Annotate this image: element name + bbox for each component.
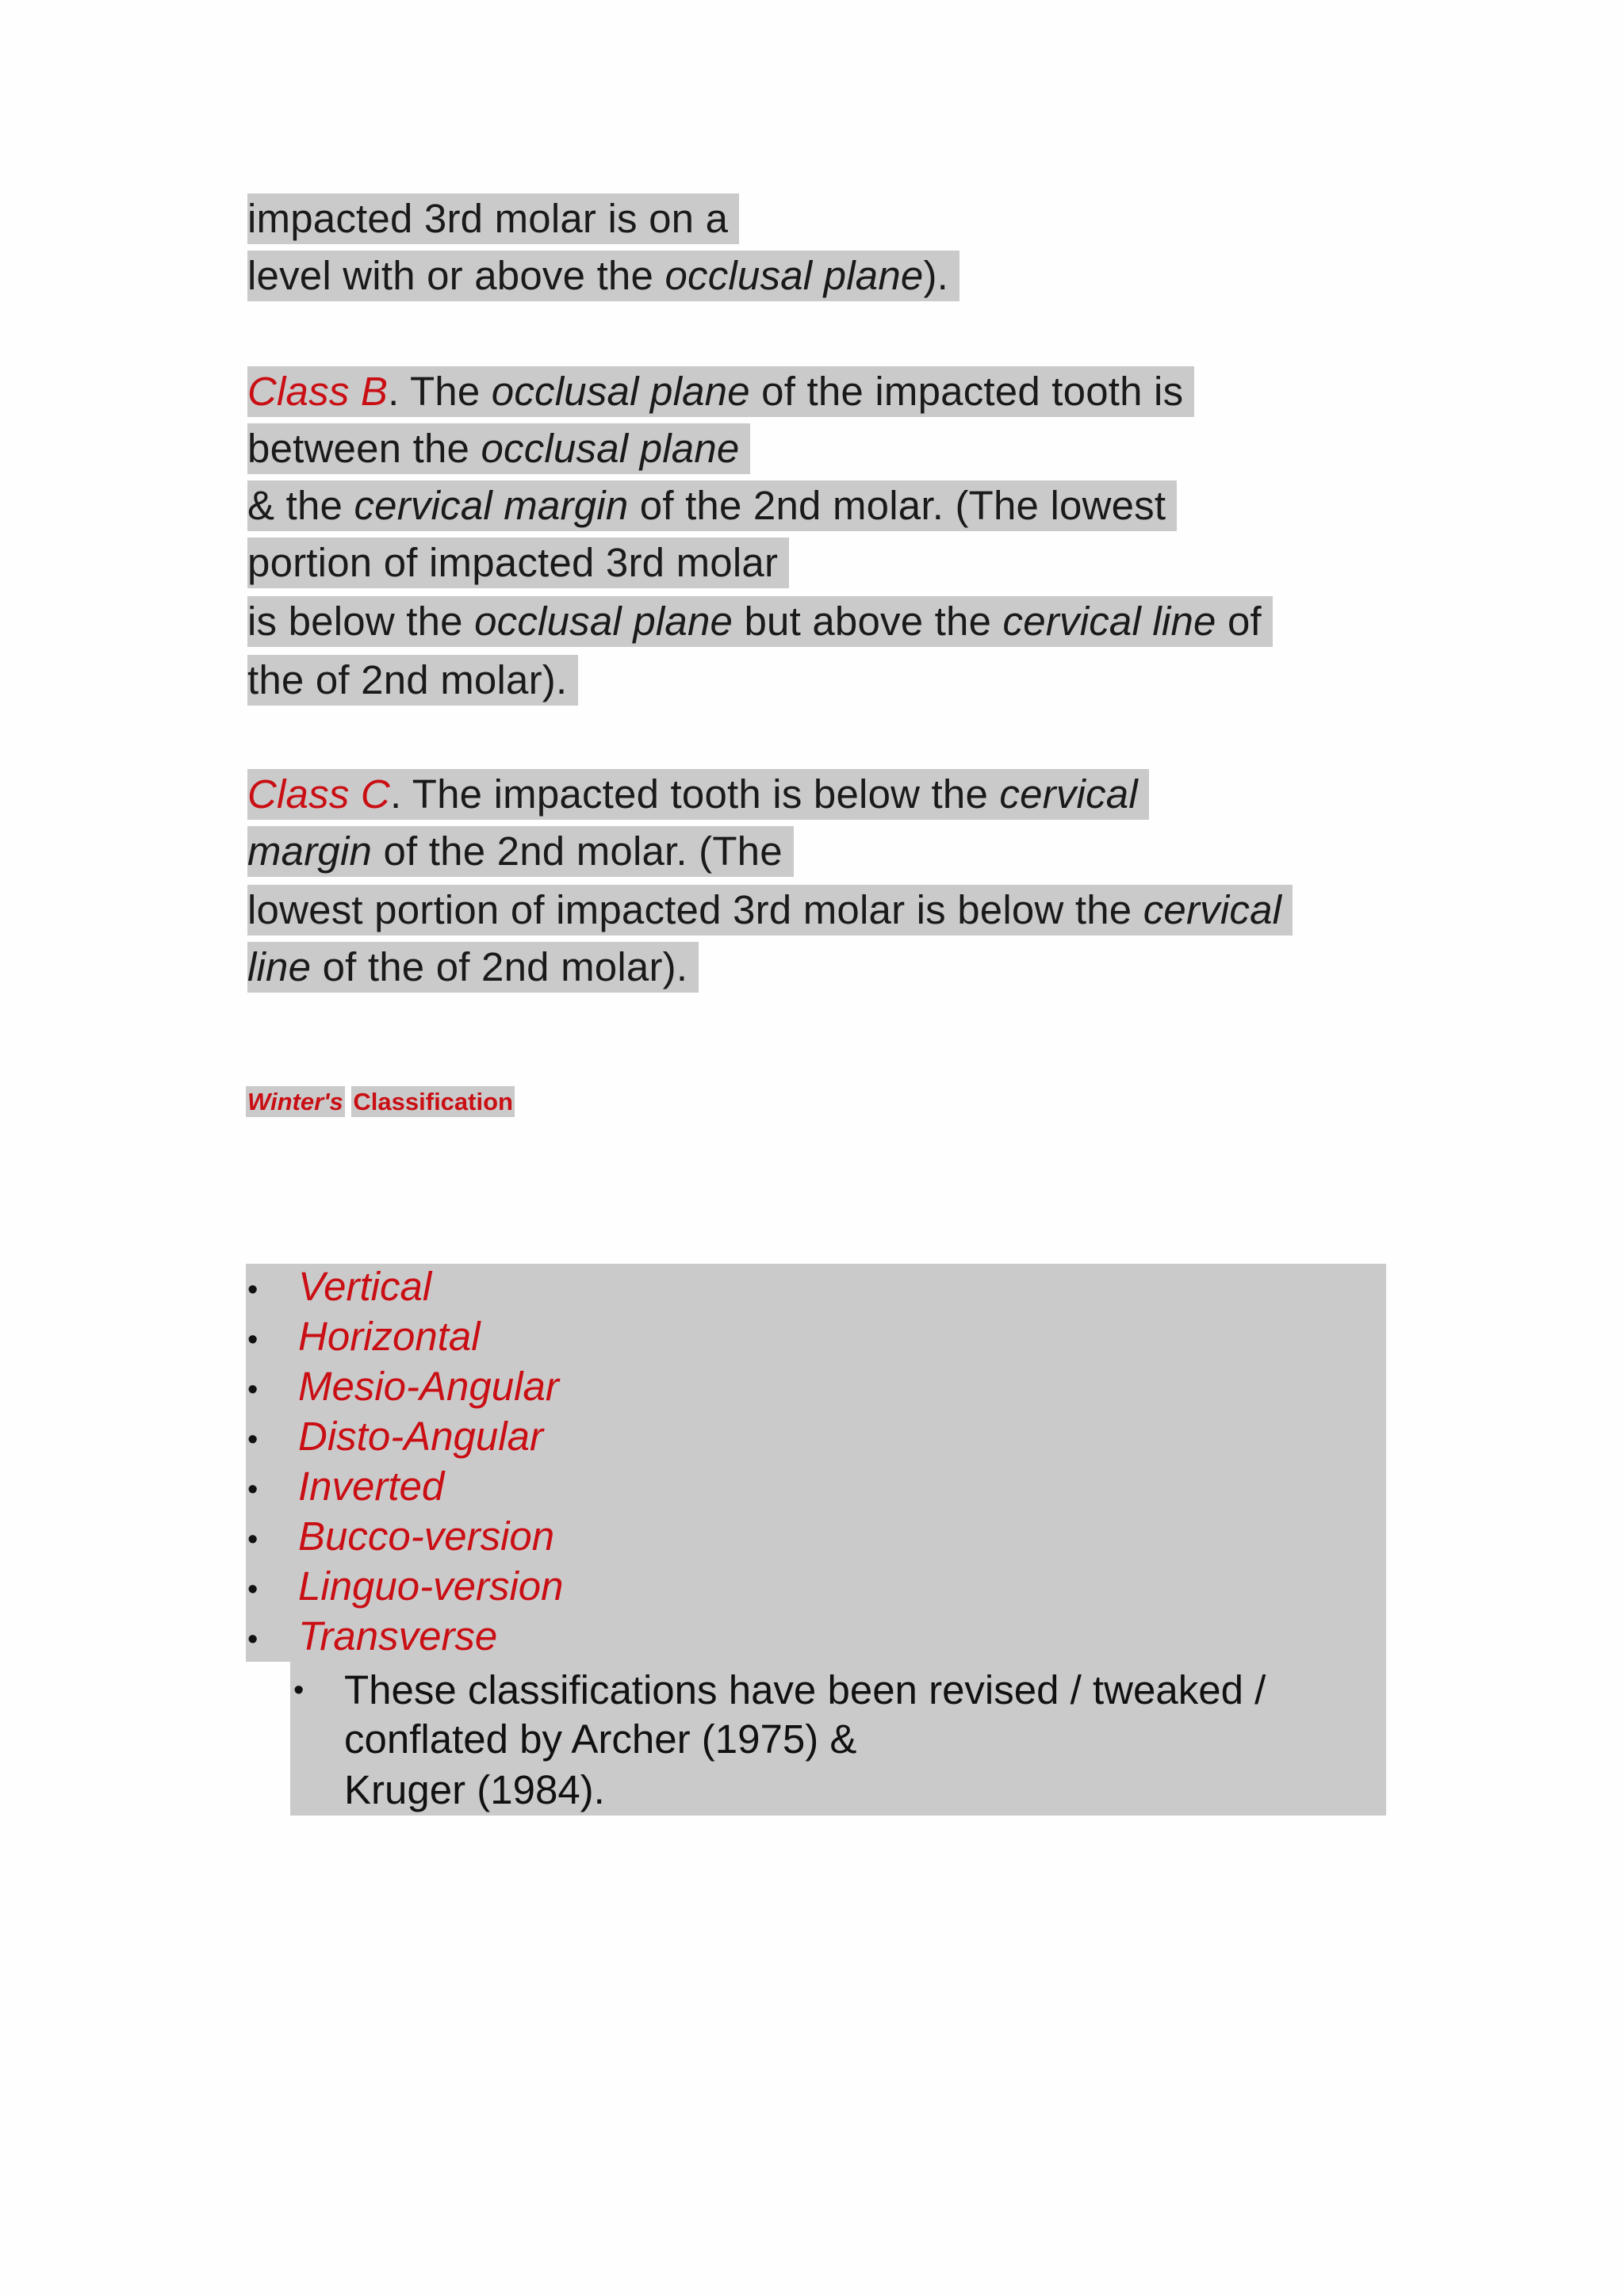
- class-b-line-6: [247, 655, 578, 706]
- bullet-icon: •: [247, 1572, 259, 1606]
- text-run: impacted 3rd molar is on a: [247, 196, 729, 241]
- text-run: ).: [923, 253, 949, 298]
- text-run: portion of impacted 3rd molar: [247, 540, 779, 585]
- class-b-line-2: [247, 423, 750, 474]
- text-run: but above the: [733, 599, 1003, 644]
- italic-term: cervical margin: [354, 483, 629, 528]
- italic-term: cervical line: [1002, 599, 1216, 644]
- class-b-line-4: [247, 538, 789, 588]
- class-b-line-5: [247, 596, 1273, 647]
- text-run: & the: [247, 483, 354, 528]
- list-item: [247, 1412, 543, 1461]
- class-c-line-2: [247, 826, 794, 877]
- text-run: . The impacted tooth is below the: [389, 771, 1000, 817]
- list-item-label: Transverse: [298, 1613, 498, 1659]
- list-item: [247, 1512, 554, 1561]
- bullet-icon: •: [247, 1322, 259, 1357]
- class-c-label: Class C: [247, 771, 390, 817]
- text-run: the of 2nd molar).: [247, 657, 568, 702]
- italic-term: occlusal plane: [665, 253, 924, 298]
- italic-term: line: [247, 944, 312, 989]
- text-run: of the 2nd molar. (The: [372, 828, 783, 874]
- italic-term: cervical: [999, 771, 1138, 817]
- list-item-label: Linguo-version: [298, 1563, 564, 1609]
- bullet-icon: •: [247, 1622, 259, 1656]
- note-line-1: These classifications have been revised / tweaked /: [344, 1667, 1266, 1712]
- text-run: level with or above the: [247, 253, 665, 298]
- italic-term: occlusal plane: [491, 369, 750, 414]
- bullet-icon: •: [247, 1372, 259, 1406]
- text-run: between the: [247, 426, 481, 471]
- text-run: of the impacted tooth is: [749, 369, 1184, 414]
- bullet-icon: •: [293, 1674, 304, 1707]
- list-item: [247, 1362, 559, 1411]
- text-run: of: [1216, 599, 1262, 644]
- bullet-icon: •: [247, 1472, 259, 1506]
- list-item: [247, 1312, 481, 1361]
- class-c-line-4: [247, 942, 699, 993]
- text-run: is below the: [247, 599, 475, 644]
- list-item: [247, 1462, 444, 1511]
- text-run: . The: [388, 369, 492, 414]
- text-run: of the of 2nd molar).: [311, 944, 688, 989]
- class-b-line-1: [247, 366, 1194, 417]
- class-c-line-3: [247, 885, 1293, 936]
- bullet-icon: •: [247, 1522, 259, 1556]
- list-item: [247, 1262, 431, 1311]
- italic-term: occlusal plane: [481, 426, 740, 471]
- list-item: [247, 1562, 564, 1611]
- heading-italic-part: Winter's: [247, 1088, 343, 1115]
- italic-term: margin: [247, 828, 373, 874]
- class-a-tail-line-2: [247, 251, 959, 301]
- list-item-label: Horizontal: [298, 1314, 481, 1359]
- list-item-label: Mesio-Angular: [298, 1364, 559, 1409]
- class-c-line-1: [247, 769, 1149, 820]
- italic-term: occlusal plane: [474, 599, 733, 644]
- list-item-label: Vertical: [298, 1264, 432, 1309]
- text-run: lowest portion of impacted 3rd molar is below the: [247, 887, 1143, 932]
- heading-rest: Classification: [353, 1088, 513, 1115]
- class-b-line-3: [247, 480, 1177, 531]
- list-item-label: Inverted: [298, 1464, 445, 1509]
- bullet-icon: •: [247, 1272, 259, 1307]
- class-a-tail-line-1: [247, 193, 739, 244]
- list-item: [247, 1612, 497, 1661]
- class-b-label: Class B: [247, 369, 389, 414]
- section-heading: [246, 1086, 515, 1118]
- italic-term: cervical: [1143, 887, 1282, 932]
- note-line-2: conflated by Archer (1975) &: [344, 1716, 857, 1762]
- bullet-icon: •: [247, 1422, 259, 1456]
- list-item-label: Bucco-version: [298, 1513, 555, 1559]
- note-line-3: Kruger (1984).: [344, 1767, 605, 1812]
- text-run: of the 2nd molar. (The lowest: [628, 483, 1166, 528]
- list-item-label: Disto-Angular: [298, 1414, 543, 1459]
